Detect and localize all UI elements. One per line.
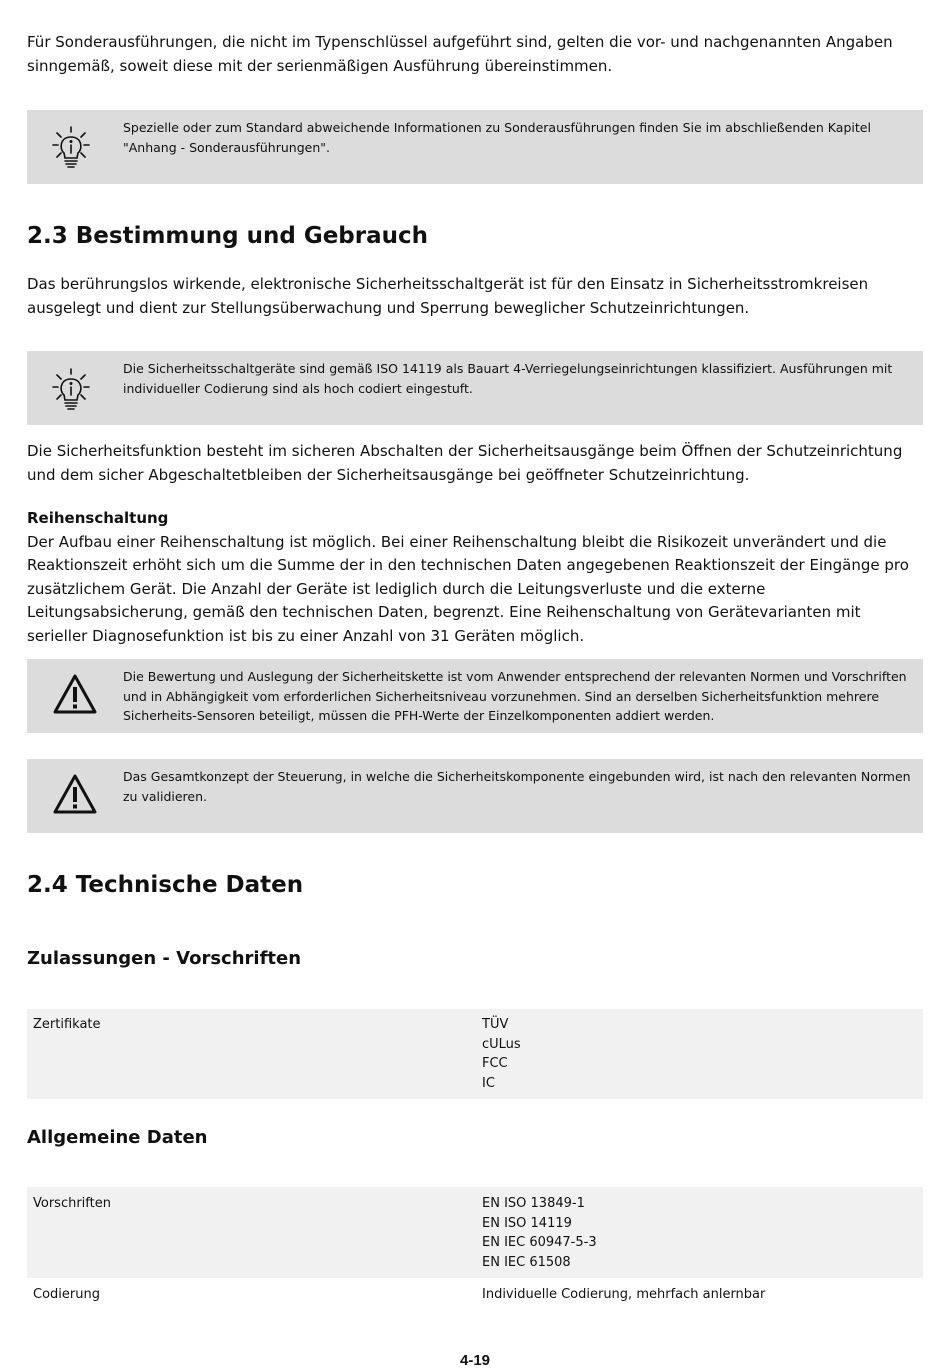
value-line: IC <box>482 1075 495 1091</box>
warning-triangle-icon <box>52 673 98 719</box>
table-key: Codierung <box>33 1287 100 1302</box>
table-key: Zertifikate <box>33 1017 101 1032</box>
table-key: Vorschriften <box>33 1196 111 1211</box>
info-note <box>27 110 923 184</box>
value-line: EN IEC 60947-5-3 <box>482 1235 597 1250</box>
note-text: Spezielle oder zum Standard abweichende Informationen zu Sonderausführungen finden Sie im abschließenden Kapitel "Anhang - Sonderausführungen". <box>123 120 871 155</box>
info-note <box>27 351 923 425</box>
lightbulb-info-icon <box>51 126 91 174</box>
note-text: Das Gesamtkonzept der Steuerung, in welche die Sicherheitskomponente eingebunden wird, ist nach den relevanten Normen zu validieren. <box>123 769 911 804</box>
table-row <box>27 1009 923 1099</box>
subheading-reihenschaltung: Reihenschaltung <box>27 509 169 527</box>
table-value <box>482 1194 597 1272</box>
warning-note <box>27 759 923 833</box>
page-number: 4-19 <box>459 1352 491 1369</box>
subsection-title-approvals: Zulassungen - Vorschriften <box>27 948 302 969</box>
section-title-2-3: 2.3 Bestimmung und Gebrauch <box>27 223 429 249</box>
warning-triangle-icon <box>52 773 98 819</box>
value-line: cULus <box>482 1036 521 1052</box>
note-text: Die Bewertung und Auslegung der Sicherheitskette ist vom Anwender entsprechend der relevanten Normen und Vorschriften und in Abhängigkeit vom erforderlichen Sicherheitsniveau vorzunehmen. Sind an derselben Sicherheitsfunktion mehrere Sicherheits-Sensoren beteiligt, müssen die PFH-Werte der Einzelkomponenten addiert werden. <box>123 669 907 723</box>
subsection-title-general: Allgemeine Daten <box>27 1127 208 1148</box>
intro-paragraph: Für Sonderausführungen, die nicht im Typenschlüssel aufgeführt sind, gelten die vor- und nachgenannten Angaben sinngemäß, soweit diese mit der serienmäßigen Ausführung übereinstimmen. <box>27 33 893 75</box>
table-value <box>482 1285 765 1305</box>
table-row <box>27 1187 923 1278</box>
value-line: Individuelle Codierung, mehrfach anlernbar <box>482 1287 766 1302</box>
value-line: EN ISO 13849-1 <box>482 1196 585 1211</box>
note-text: Die Sicherheitsschaltgeräte sind gemäß ISO 14119 als Bauart 4-Verriegelungseinrichtungen klassifiziert. Ausführungen mit individueller Codierung sind als hoch codiert eingestuft. <box>123 361 893 396</box>
warning-note <box>27 659 923 733</box>
value-line: TÜV <box>482 1017 509 1032</box>
paragraph: Die Sicherheitsfunktion besteht im sicheren Abschalten der Sicherheitsausgänge beim Öffnen der Schutzeinrichtung und dem sicher Abgeschaltetbleiben der Sicherheitsausgänge bei geöffneter Schutzeinrichtung. <box>27 442 903 484</box>
value-line: FCC <box>482 1056 508 1071</box>
approvals-table <box>27 1009 923 1099</box>
paragraph: Das berührungslos wirkende, elektronische Sicherheitsschaltgerät ist für den Einsatz in Sicherheitsstromkreisen ausgelegt und dient zur Stellungsüberwachung und Sperrung beweglicher Schutzeinrichtungen. <box>27 275 869 317</box>
value-line: EN ISO 14119 <box>482 1215 572 1231</box>
paragraph: Der Aufbau einer Reihenschaltung ist möglich. Bei einer Reihenschaltung bleibt die Risikozeit unverändert und die Reaktionszeit erhöht sich um die Summe der in den technischen Daten angegebenen Reaktionszeit der Eingänge pro zusätzlichem Gerät. Die Anzahl der Geräte ist lediglich durch die Leitungsverluste und die externe Leitungsabsicherung, gemäß den technischen Daten, begrenzt. Eine Reihenschaltung von Gerätevarianten mit serieller Diagnosefunktion ist bis zu einer Anzahl von 31 Geräten möglich. <box>27 532 909 645</box>
table-row <box>27 1278 923 1312</box>
general-data-table <box>27 1187 923 1312</box>
table-value <box>482 1015 521 1093</box>
series-connection-block <box>27 507 923 648</box>
lightbulb-info-icon <box>51 368 91 416</box>
value-line: EN IEC 61508 <box>482 1254 571 1270</box>
section-title-2-4: 2.4 Technische Daten <box>27 872 304 898</box>
